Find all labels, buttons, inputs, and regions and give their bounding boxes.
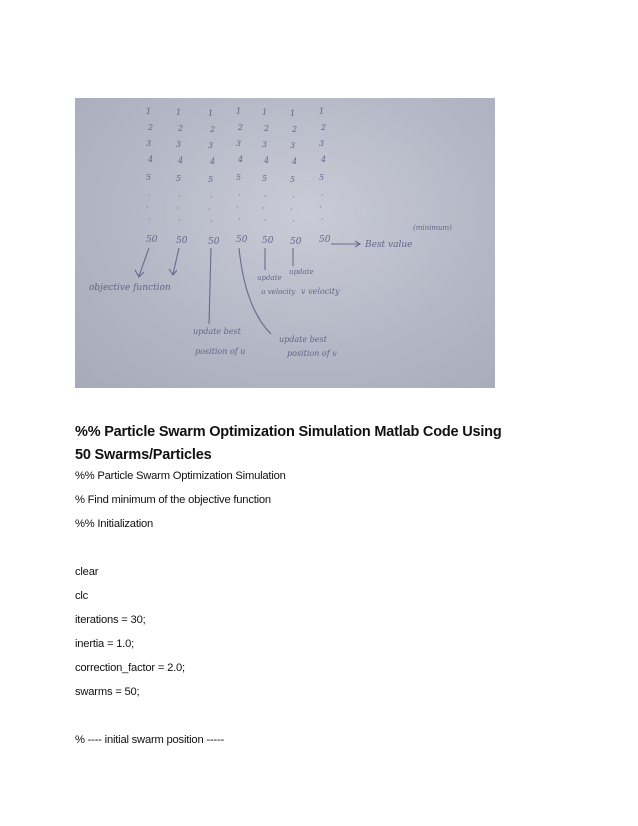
column-entry: 1 [208,109,214,118]
column-entry: · [321,215,324,224]
column-entry: · [290,205,293,214]
column-entry: · [146,203,149,212]
column-entry: · [148,215,151,224]
column-entry: 4 [210,157,216,166]
column-entry: 1 [319,107,325,116]
column-entry: 4 [148,155,154,164]
best-u-label: update best [193,327,241,336]
column-entry: 3 [146,139,152,148]
column-entry: 50 [319,235,331,245]
code-comment-line: %% Initialization [75,518,154,530]
column-entry: · [264,216,267,225]
column-entry: 5 [208,175,214,184]
column-entry: 2 [210,125,216,134]
column-entry: · [292,217,295,226]
column-entry: 1 [290,109,296,118]
page-title: %% Particle Swarm Optimization Simulation Matlab Code Using 50 Swarms/Particles [75,424,502,463]
handwritten-notes-photo [75,98,495,388]
column-entry: · [208,205,211,214]
objective-arrow-2 [169,248,179,275]
column-entry: 1 [176,108,182,117]
code-line: swarms = 50; [75,686,140,698]
column-entry: 3 [176,140,182,149]
velocity-u-label: update [257,274,282,282]
velocity-v-label: update [289,268,314,276]
column-entry: 4 [292,157,298,166]
column-entry: 5 [262,174,268,183]
column-entry: 2 [178,124,184,133]
column-entry: 4 [178,156,184,165]
column-entry: 50 [176,236,188,246]
column-entry: · [176,204,179,213]
column-entry: 50 [262,236,274,246]
column-entry: · [238,191,241,200]
column-entry: · [238,215,241,224]
column-entry: · [321,191,324,200]
best-u-line [209,248,211,324]
column-entry: 4 [321,155,327,164]
column-entry: 1 [236,107,242,116]
objective-function-label: objective function [89,283,171,293]
velocity-u-label-2: u velocity [261,288,296,296]
column-entry: 2 [264,124,270,133]
code-line: inertia = 1.0; [75,638,135,650]
column-entry: 2 [321,123,327,132]
objective-arrow-1 [135,248,149,277]
column-entry: 50 [208,237,220,247]
column-entry: · [178,192,181,201]
column-entry: 1 [262,108,268,117]
best-v-label-2: position of v [287,349,337,358]
column-entry: 50 [236,235,248,245]
best-value-arrow [331,241,360,247]
column-entry: · [148,191,151,200]
column-entry: · [210,193,213,202]
column-entry: 5 [176,174,182,183]
velocity-v-label-2: v velocity [301,287,340,296]
column-entry: 4 [238,155,244,164]
column-entry: 5 [290,175,296,184]
column-entry: 50 [290,237,302,247]
column-entry: 2 [292,125,298,134]
column-entry: 3 [290,141,296,150]
column-entry: 3 [236,139,242,148]
column-entry: · [236,203,239,212]
code-comment-line: % Find minimum of the objective function [75,494,271,506]
code-line: clear [75,566,99,578]
code-comment-line: % ---- initial swarm position ----- [75,734,225,746]
column-entry: 2 [238,123,244,132]
best-u-label-2: position of u [195,347,246,356]
code-line: iterations = 30; [75,614,146,626]
column-entry: 5 [236,173,242,182]
column-entry: · [262,204,265,213]
column-entry: · [178,216,181,225]
column-entry: 3 [208,141,214,150]
column-entry: 4 [264,156,270,165]
code-line: correction_factor = 2.0; [75,662,185,674]
column-entry: 5 [146,173,152,182]
column-entry: · [210,217,213,226]
handwritten-notes-drawing [75,98,495,388]
column-entry: 3 [262,140,268,149]
best-v-label: update best [279,335,327,344]
column-entry: 1 [146,107,152,116]
code-line: clc [75,590,89,602]
column-entry: · [319,203,322,212]
column-entry: · [264,192,267,201]
column-entry: 5 [319,173,325,182]
code-comment-line: %% Particle Swarm Optimization Simulation [75,470,286,482]
best-value-note: (minimum) [413,224,452,232]
best-value-label: Best value [365,240,413,250]
column-entry: 50 [146,235,158,245]
column-entry: 3 [319,139,325,148]
column-entry: · [292,193,295,202]
column-entry: 2 [148,123,154,132]
